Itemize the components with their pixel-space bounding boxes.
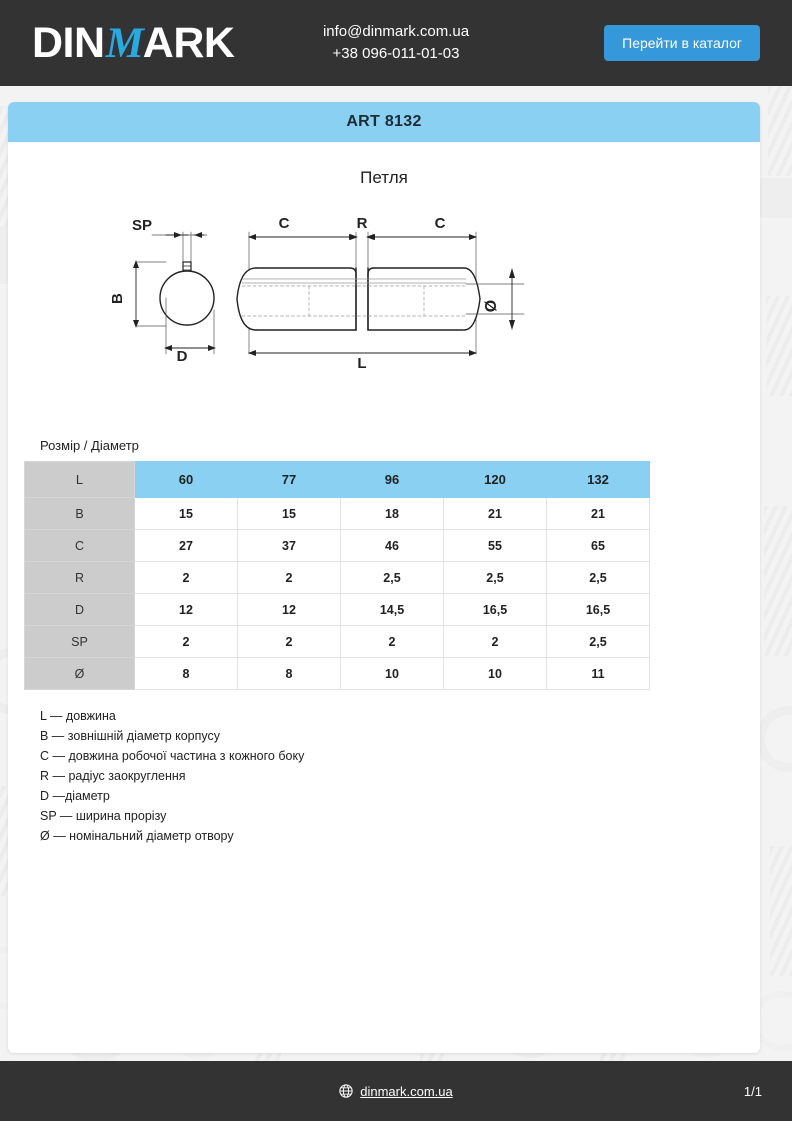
label-sp: SP xyxy=(132,217,153,234)
cell-d-2: 12 xyxy=(238,594,341,626)
cell-sp-3: 2 xyxy=(341,626,444,658)
label-diameter: Ø xyxy=(483,299,500,313)
table-row xyxy=(25,562,650,594)
logo-text-ark: ARK xyxy=(142,18,235,67)
table-row xyxy=(25,594,650,626)
row-header-b: B xyxy=(25,498,135,530)
legend-item-d: D —діаметр xyxy=(40,789,110,803)
row-header-diameter: Ø xyxy=(25,658,135,690)
legend-item-c: C — довжина робочої частина з кожного боку xyxy=(40,749,305,763)
cell-sp-2: 2 xyxy=(238,626,341,658)
article-title-bar xyxy=(8,102,760,142)
part-name: Петля xyxy=(360,168,408,187)
cell-dia-5: 11 xyxy=(547,658,650,690)
cell-b-2: 15 xyxy=(238,498,341,530)
row-header-r: R xyxy=(25,562,135,594)
table-row xyxy=(25,530,650,562)
cell-sp-4: 2 xyxy=(444,626,547,658)
table-row xyxy=(25,462,650,498)
cell-l-4: 120 xyxy=(444,462,547,498)
page-indicator: 1/1 xyxy=(743,1083,762,1099)
cell-l-2: 77 xyxy=(238,462,341,498)
cell-c-1: 27 xyxy=(135,530,238,562)
table-row xyxy=(25,626,650,658)
site-header xyxy=(0,0,792,86)
cell-d-5: 16,5 xyxy=(547,594,650,626)
article-number: ART 8132 xyxy=(346,113,422,130)
dimensions-section xyxy=(8,438,760,846)
cell-l-5: 132 xyxy=(547,462,650,498)
cell-d-1: 12 xyxy=(135,594,238,626)
label-b: B xyxy=(109,293,126,304)
cell-c-4: 55 xyxy=(444,530,547,562)
cell-sp-5: 2,5 xyxy=(547,626,650,658)
cell-dia-2: 8 xyxy=(238,658,341,690)
cell-dia-4: 10 xyxy=(444,658,547,690)
cell-d-3: 14,5 xyxy=(341,594,444,626)
cell-dia-3: 10 xyxy=(341,658,444,690)
cell-r-4: 2,5 xyxy=(444,562,547,594)
logo-text-din: DIN xyxy=(32,18,105,67)
label-r: R xyxy=(356,215,368,232)
cell-c-3: 46 xyxy=(341,530,444,562)
cell-b-1: 15 xyxy=(135,498,238,530)
technical-drawing xyxy=(8,206,760,386)
cell-dia-1: 8 xyxy=(135,658,238,690)
contact-email[interactable]: info@dinmark.com.ua xyxy=(322,23,470,40)
footer-site-link[interactable] xyxy=(339,1084,452,1099)
legend-item-l: L — довжина xyxy=(40,709,116,723)
footer-site-text: dinmark.com.ua xyxy=(360,1083,453,1099)
row-header-c: C xyxy=(25,530,135,562)
cell-b-5: 21 xyxy=(547,498,650,530)
cell-r-2: 2 xyxy=(238,562,341,594)
cell-r-1: 2 xyxy=(135,562,238,594)
cell-c-2: 37 xyxy=(238,530,341,562)
label-c-right: C xyxy=(434,215,446,232)
table-row xyxy=(25,498,650,530)
cell-sp-1: 2 xyxy=(135,626,238,658)
globe-icon xyxy=(339,1084,353,1098)
dimensions-table xyxy=(24,461,650,690)
legend-item-sp: SP — ширина прорізу xyxy=(40,809,167,823)
label-l: L xyxy=(357,355,367,372)
label-c-left: C xyxy=(278,215,290,232)
cell-r-5: 2,5 xyxy=(547,562,650,594)
row-header-l: L xyxy=(25,462,135,498)
legend-item-r: R — радіус заокруглення xyxy=(40,769,186,783)
go-to-catalog-button[interactable]: Перейти в каталог xyxy=(604,25,760,61)
cell-l-1: 60 xyxy=(135,462,238,498)
logo-accent-m: M xyxy=(105,19,142,67)
label-d: D xyxy=(176,348,188,365)
legend-item-diameter: Ø — номінальний діаметр отвору xyxy=(40,829,234,843)
table-row xyxy=(25,658,650,690)
cell-b-3: 18 xyxy=(341,498,444,530)
cell-l-3: 96 xyxy=(341,462,444,498)
row-header-sp: SP xyxy=(25,626,135,658)
table-caption: Розмір / Діаметр xyxy=(40,438,139,453)
contact-phone[interactable]: +38 096-011-01-03 xyxy=(332,45,460,62)
legend-list xyxy=(40,706,744,846)
legend-item-b: B — зовнішній діаметр корпусу xyxy=(40,729,221,743)
drawing-svg xyxy=(104,206,664,386)
cell-r-3: 2,5 xyxy=(341,562,444,594)
product-card xyxy=(8,102,760,1053)
cell-c-5: 65 xyxy=(547,530,650,562)
cell-b-4: 21 xyxy=(444,498,547,530)
row-header-d: D xyxy=(25,594,135,626)
cell-d-4: 16,5 xyxy=(444,594,547,626)
site-footer xyxy=(0,1061,792,1121)
